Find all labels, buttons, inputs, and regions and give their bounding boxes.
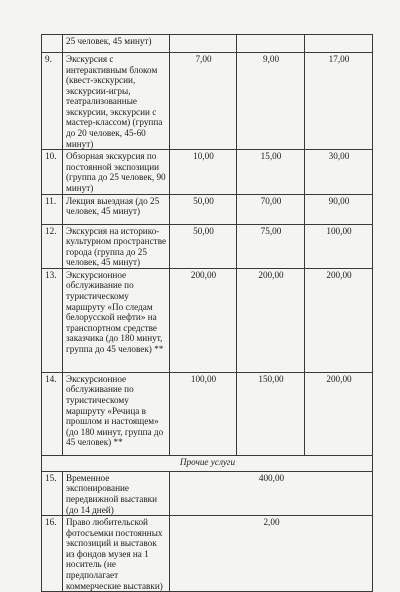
table-row bbox=[42, 35, 373, 53]
price-cell: 70,00 bbox=[237, 194, 305, 224]
price-cell bbox=[237, 35, 305, 53]
service-description: Экскурсия на историко-культурном пространстве города (группа до 25 человек, 45 минут) bbox=[63, 224, 170, 268]
row-number: 12. bbox=[42, 224, 63, 268]
service-description: Экскурсионное обслуживание по туристическому маршруту «По следам белорусской нефти» на транспортном средстве заказчика (до 180 минут, группа до 45 человек) ** bbox=[63, 268, 170, 372]
price-cell bbox=[170, 35, 237, 53]
table-row bbox=[42, 150, 373, 194]
price-cell: 2,00 bbox=[170, 516, 373, 592]
price-cell: 100,00 bbox=[305, 224, 373, 268]
row-number: 15. bbox=[42, 471, 63, 515]
row-number bbox=[42, 35, 63, 53]
table-row bbox=[42, 372, 373, 455]
service-description: Экскурсия с интерактивным блоком (квест-экскурсии, экскурсии-игры, театрализованные экскурсии, экскурсии с мастер-классом) (группа до 20 человек, 45-60 минут) bbox=[63, 53, 170, 150]
row-number: 11. bbox=[42, 194, 63, 224]
service-description: Лекция выездная (до 25 человек, 45 минут) bbox=[63, 194, 170, 224]
table-row bbox=[42, 194, 373, 224]
row-number: 9. bbox=[42, 53, 63, 150]
price-cell: 17,00 bbox=[305, 53, 373, 150]
price-cell: 50,00 bbox=[170, 194, 237, 224]
section-row bbox=[42, 455, 373, 471]
row-number: 10. bbox=[42, 150, 63, 194]
price-cell: 7,00 bbox=[170, 53, 237, 150]
price-cell: 200,00 bbox=[170, 268, 237, 372]
table-row bbox=[42, 471, 373, 515]
price-cell: 200,00 bbox=[305, 372, 373, 455]
table-row bbox=[42, 268, 373, 372]
service-description: Право любительской фотосъемки постоянных экспозиций и выставок из фондов музея на 1 носитель (не предполагает коммерческие выставки) bbox=[63, 516, 170, 592]
price-cell: 10,00 bbox=[170, 150, 237, 194]
service-description: Обзорная экскурсия по постоянной экспозиции (группа до 25 человек, 90 минут) bbox=[63, 150, 170, 194]
price-cell: 150,00 bbox=[237, 372, 305, 455]
price-cell: 400,00 bbox=[170, 471, 373, 515]
price-cell: 15,00 bbox=[237, 150, 305, 194]
price-cell: 50,00 bbox=[170, 224, 237, 268]
row-number: 14. bbox=[42, 372, 63, 455]
table-row bbox=[42, 516, 373, 592]
table-row bbox=[42, 224, 373, 268]
service-description: Временное экспонирование передвижной выставки (до 14 дней) bbox=[63, 471, 170, 515]
price-table bbox=[41, 34, 373, 592]
price-cell: 75,00 bbox=[237, 224, 305, 268]
price-cell: 30,00 bbox=[305, 150, 373, 194]
service-description: Экскурсионное обслуживание по туристическому маршруту «Речица в прошлом и настоящем» (до 180 минут, группа до 45 человек) ** bbox=[63, 372, 170, 455]
service-description: 25 человек, 45 минут) bbox=[63, 35, 170, 53]
price-cell: 9,00 bbox=[237, 53, 305, 150]
row-number: 16. bbox=[42, 516, 63, 592]
table-row bbox=[42, 53, 373, 150]
price-cell: 100,00 bbox=[170, 372, 237, 455]
price-cell: 200,00 bbox=[237, 268, 305, 372]
price-cell bbox=[305, 35, 373, 53]
section-title: Прочие услуги bbox=[42, 455, 373, 471]
price-cell: 90,00 bbox=[305, 194, 373, 224]
price-cell: 200,00 bbox=[305, 268, 373, 372]
row-number: 13. bbox=[42, 268, 63, 372]
